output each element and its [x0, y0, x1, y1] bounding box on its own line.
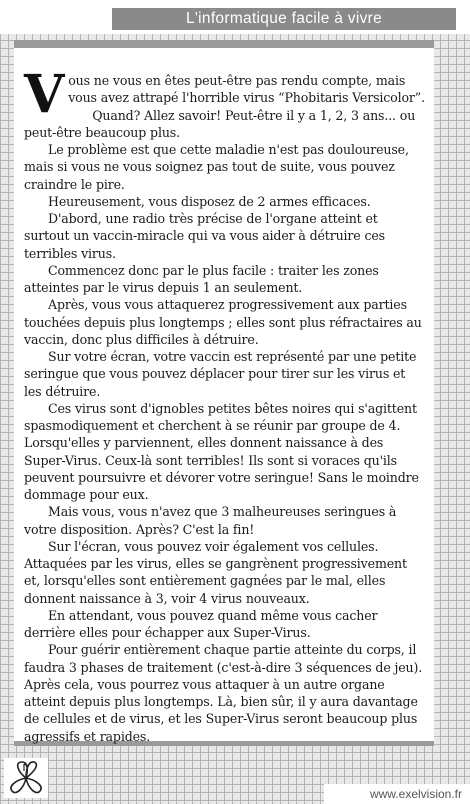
article-panel: [14, 40, 434, 746]
website-url: www.exelvision.fr: [369, 787, 462, 801]
paragraph-8: Sur votre écran, votre vaccin est représenté par une petite seringue que vous pouvez déplacer pour tirer sur les virus et les détruire.: [24, 349, 417, 399]
paragraph-5: D'abord, une radio très précise de l'organe atteint et surtout un vaccin-miracle qui va vous aider à détruire ces terribles virus.: [24, 211, 385, 261]
paragraph-4: Heureusement, vous disposez de 2 armes efficaces.: [48, 193, 371, 209]
paragraph-12: En attendant, vous pouvez quand même vous cacher derrière elles pour échapper aux Super-Virus.: [24, 607, 378, 640]
paragraph-1-text: ous ne vous en êtes peut-être pas rendu compte, mais vous avez attrapé l'horrible virus “Phobitaris Versicolor”.: [68, 73, 425, 106]
article-body: [24, 64, 426, 745]
header-bar: [0, 0, 470, 34]
paragraph-3: Le problème est que cette maladie n'est pas douloureuse, mais si vous ne vous soignez pas tout de suite, vous pouvez craindre le pire.: [24, 142, 409, 192]
page-title: L'informatique facile à vivre: [112, 8, 456, 30]
drop-cap: V: [24, 64, 65, 125]
paragraph-6: Commencez donc par le plus facile : traiter les zones atteintes par le virus depuis 1 an seulement.: [24, 262, 379, 295]
footer-bar: [324, 784, 470, 804]
clover-logo-icon: [4, 758, 48, 798]
paragraph-10: Mais vous, vous n'avez que 3 malheureuses seringues à votre disposition. Après? C'est la fin!: [24, 504, 397, 537]
paragraph-2: Quand? Allez savoir! Peut-être il y a 1, 2, 3 ans... ou peut-être beaucoup plus.: [24, 107, 416, 140]
paragraph-11: Sur l'écran, vous pouvez voir également vos cellules. Attaquées par les virus, elles se gangrènent progressivement et, lorsqu'elles sont entièrement gagnées par le mal, elles donnent naissance à 3, voir 4 virus nouveaux.: [24, 538, 407, 606]
paragraph-7: Après, vous vous attaquerez progressivement aux parties touchées depuis plus longtemps ; elles sont plus réfractaires au vaccin, donc plus difficiles à détruire.: [24, 297, 422, 347]
paragraph-13: Pour guérir entièrement chaque partie atteinte du corps, il faudra 3 phases de traitement (c'est-à-dire 3 séquences de jeu). Après cela, vous pourrez vous attaquer à un autre organe atteint depuis plus longtemps. Là, bien sûr, il y aura davantage de cellules et de virus, et les Super-Virus seront beaucoup plus agressifs et rapides.: [24, 642, 423, 744]
paragraph-9: Ces virus sont d'ignobles petites bêtes noires qui s'agittent spasmodiquement et cherchent à se réunir par groupe de 4. Lorsqu'elles y parviennent, elles donnent naissance à des Super-Virus. Ceux-là sont terribles! Ils sont si voraces qu'ils peuvent poursuivre et dévorer votre seringue! Sans le moindre dommage pour eux.: [24, 400, 419, 502]
